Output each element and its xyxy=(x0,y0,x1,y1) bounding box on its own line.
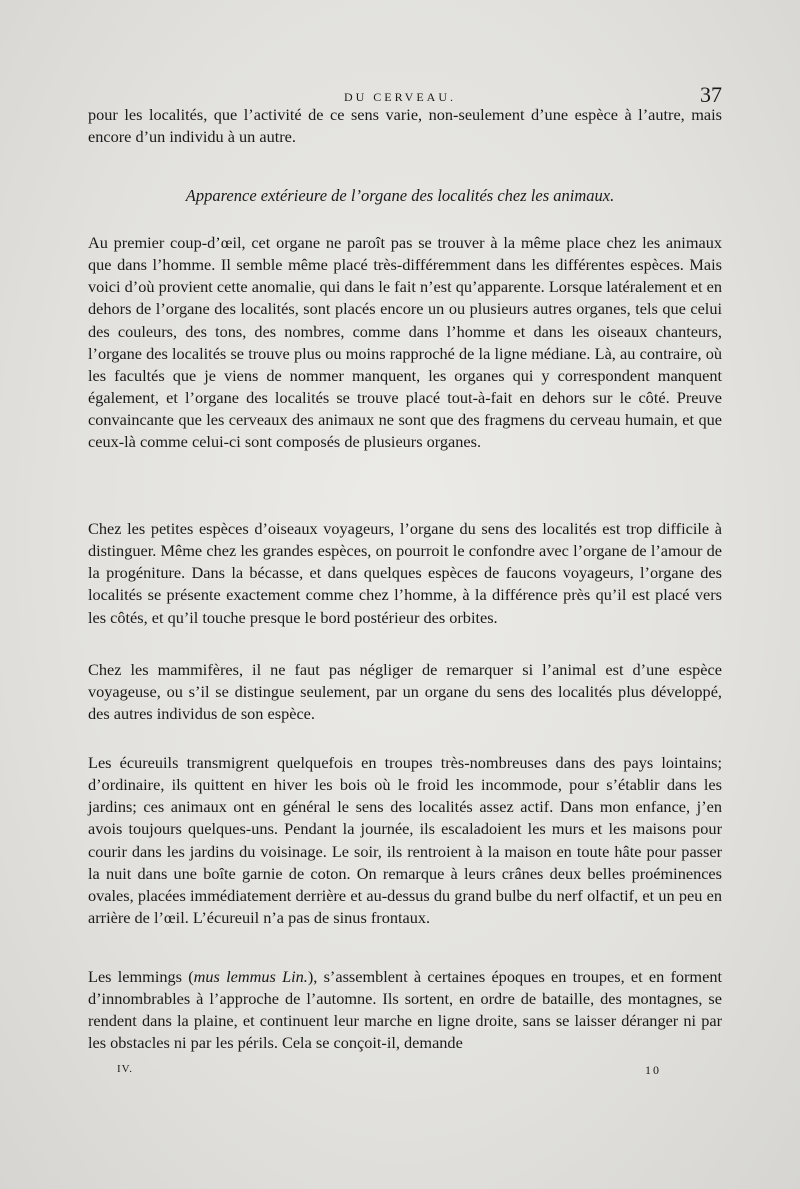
running-title: DU CERVEAU. xyxy=(343,90,457,104)
paragraph-5 xyxy=(88,966,722,1055)
section-heading: Apparence extérieure de l’organe des localités chez les animaux. xyxy=(185,186,615,205)
paragraph-2: Chez les petites espèces d’oiseaux voyageurs, l’organe du sens des localités est trop difficile à distinguer. Même chez les grandes espèces, on pourroit le confondre avec l’organe de l’amour de la progéniture. Dans la bécasse, et dans quelques espèces de faucons voyageurs, l’organe des localités se présente exactement comme chez l’homme, à la différence près qu’il est placé vers les côtés, et qu’il touche presque le bord postérieur des orbites. xyxy=(88,519,722,627)
paragraph-3: Chez les mammifères, il ne faut pas négliger de remarquer si l’animal est d’une espèce voyageuse, ou s’il se distingue seulement, par un organe du sens des localités plus développé, des autres individus de son espèce. xyxy=(88,660,722,724)
paragraph-4: Les écureuils transmigrent quelquefois en troupes très-nombreuses dans des pays lointains; d’ordinaire, ils quittent en hiver les bois où le froid les incommode, pour s’établir dans les jardins; ces animaux ont en général le sens des localités assez actif. Dans mon enfance, j’en avois toujours quelques-uns. Pendant la journée, ils escaladoient les murs et les maisons pour courir dans les jardins du voisinage. Le soir, ils rentroient à la maison en toute hâte pour passer la nuit dans une boîte garnie de coton. On remarque à leurs crânes deux belles proéminences ovales, placées immédiatement derrière et au-dessus du grand bulbe du nerf olfactif, et un peu en arrière de l’œil. L’écureuil n’a pas de sinus frontaux. xyxy=(88,753,722,928)
species-name: mus lemmus Lin. xyxy=(193,967,308,986)
volume-mark: IV. xyxy=(117,1063,133,1075)
paragraph-1: Au premier coup-d’œil, cet organe ne paroît pas se trouver à la même place chez les animaux que dans l’homme. Il semble même placé très-différemment dans les différentes espèces. Mais voici d’où provient cette anomalie, qui dans le fait n’est qu’apparente. Lorsque latéralement et en dehors de l’organe des localités, sont placés encore un ou plusieurs autres organes, tels que celui des couleurs, des tons, des nombres, comme dans l’homme et dans les oiseaux chanteurs, l’organe des localités se trouve plus ou moins rapproché de la ligne médiane. Là, au contraire, où les facultés que je viens de nommer manquent, les organes qui y correspondent manquent également, et l’organe des localités se trouve placé tout-à-fait en dehors sur le côté. Preuve convaincante que les cerveaux des animaux ne sont que des fragmens du cerveau humain, et que ceux-là comme celui-ci sont composés de plusieurs organes. xyxy=(88,233,722,452)
paragraph-5-rest: ), s’assemblent à certaines époques en troupes, et en forment d’innombrables à l’approche de l’automne. Ils sortent, en ordre de bataille, des montagnes, se rendent dans la plaine, et continuent leur marche en ligne droite, sans se laisser déranger ni par les obstacles ni par les périls. Cela se conçoit-il, demande xyxy=(88,967,722,1053)
page-number: 37 xyxy=(700,82,722,107)
paragraph-5-start: Les lemmings ( xyxy=(88,967,194,986)
signature-mark: 10 xyxy=(645,1063,661,1077)
opening-paragraph: pour les localités, que l’activité de ce sens varie, non-seulement d’une espèce à l’autre, mais encore d’un individu à un autre. xyxy=(88,105,722,147)
